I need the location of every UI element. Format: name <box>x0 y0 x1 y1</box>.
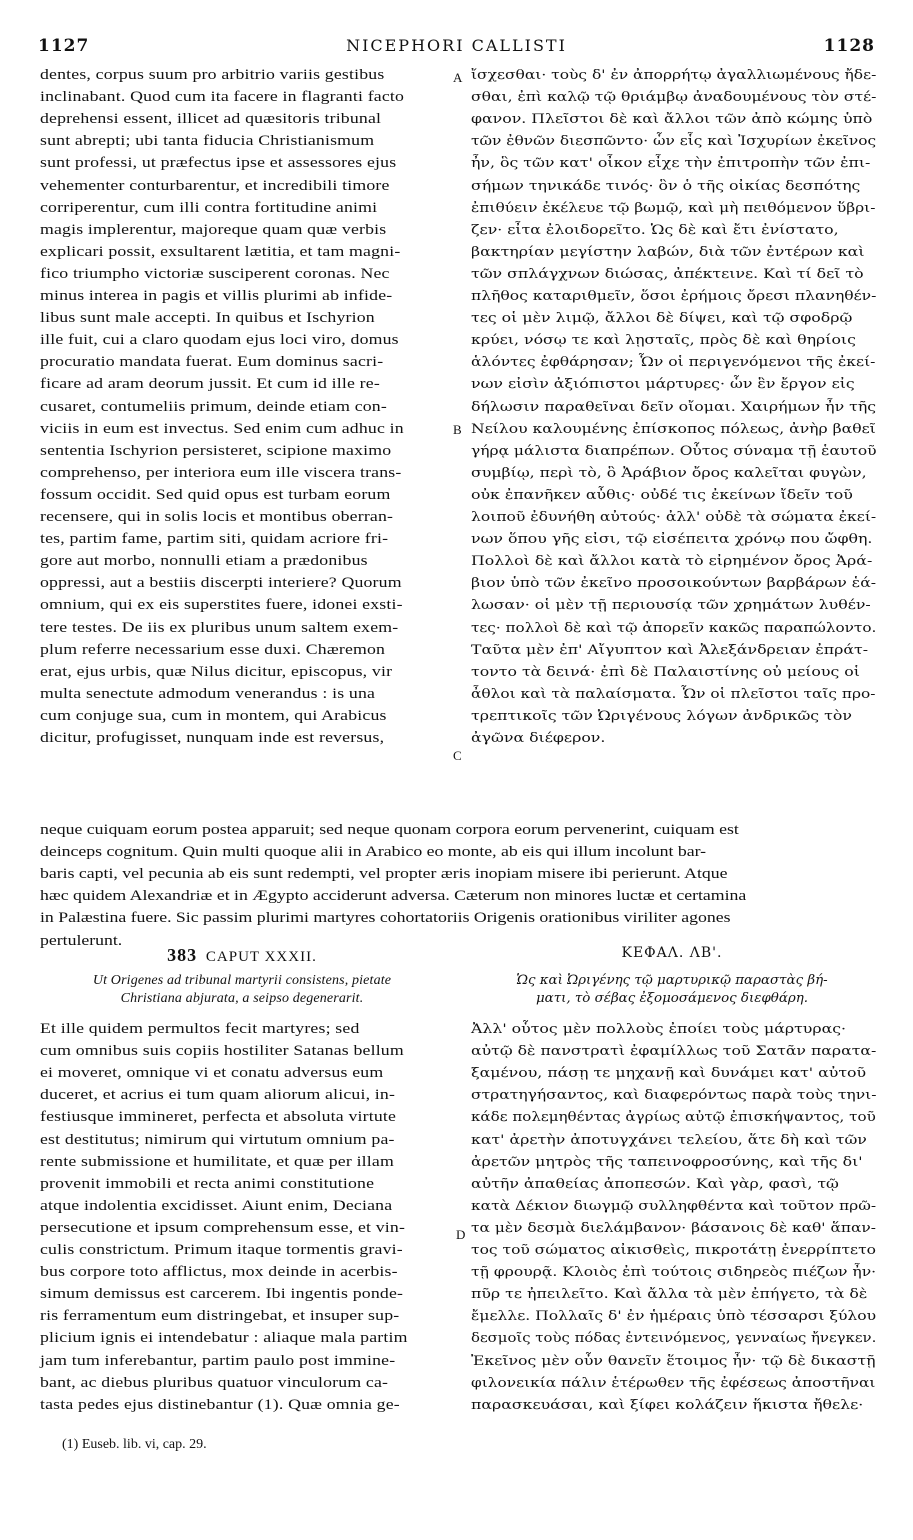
text-line: ei moveret, omnique vi et conatu adversus eum <box>40 1065 384 1082</box>
text-line: Ἐκεῖνος μὲν οὖν θανεῖν ἕτοιμος ἦν· τῷ δὲ δικαστῇ <box>471 1352 876 1368</box>
text-line: corriperentur, cum illi contra fortitudine animi <box>40 199 378 216</box>
text-line: recensere, qui in solis locis et montibus oberran- <box>40 509 394 525</box>
text-line: ἀρετῶν μητρὸς τῆς ταπεινοφροσύνης, καὶ τῆς δι' <box>471 1153 863 1169</box>
text-line: cum conjuge sua, cum in montem, qui Arabicus <box>40 707 387 724</box>
text-line: vehementer conturbarentur, et incredibili timore <box>40 177 390 194</box>
text-line: φιλονεικία πάλιν ἑτέρωθεν τῆς ἐφέσεως ἀποστῆναι <box>471 1374 876 1390</box>
text-line: γήρᾳ μάλιστα διαπρέπων. Οὗτος σύναμα τῇ ἑαυτοῦ <box>471 442 877 458</box>
margin-marker-d: D <box>456 1227 466 1242</box>
text-line: omnium, qui ex eis superstites fuere, idonei exsti- <box>40 597 403 614</box>
latin-chapter-title: CAPUT XXXII. <box>205 949 317 965</box>
latin-chapter-subtitle: Ut Origenes ad tribunal martyrii consistens, pietate <box>92 973 392 988</box>
greek-chapter-subtitle: ματι, τὸ σέβας ἐξομοσάμενος διεφθάρη. <box>535 991 809 1006</box>
text-line: erat, ejus urbis, quæ Nilus dicitur, episcopus, vir <box>40 663 393 680</box>
text-line: atque indolentia excidisset. Aiunt enim, Deciana <box>40 1197 393 1214</box>
text-line: πῦρ τε ἠπειλεῖτο. Καὶ ἄλλα τὰ μὲν ἐπήγετο, τὰ δὲ <box>471 1286 868 1302</box>
text-line: dicitur, profugisset, nunquam inde est reversus, <box>40 730 385 746</box>
text-line: τῶν σπλάγχνων διώσας, ἀπέκτεινε. Καὶ τί δεῖ τὸ <box>471 265 864 281</box>
text-line: provenit immobili et recta animi constitutione <box>40 1175 375 1192</box>
text-line: τῶν ἐθνῶν διεσπῶντο· ὧν εἷς καὶ Ἰσχυρίων ἐκεῖνος <box>471 133 877 149</box>
text-line: deprehensi essent, illicet ad quæsitoris tribunal <box>40 111 382 128</box>
text-line: ἁλόντες ἐφθάρησαν; Ὧν οἱ περιγενόμενοι τῆς ἐκεί- <box>471 354 876 370</box>
text-line: libus sunt male accepti. In quibus et Ischyrion <box>40 310 375 327</box>
text-line: κατὰ Δέκιον διωγμῷ συλληφθέντα καὶ τοῦτον πρῶ- <box>471 1197 877 1213</box>
text-line: pertulerunt. <box>40 932 123 949</box>
text-line: Ταῦτα μὲν ἐπ' Αἴγυπτον καὶ Ἀλεξάνδρειαν ἐπράτ- <box>471 641 869 657</box>
text-line: σθαι, ἐπὶ καλῷ τῷ θριάμβῳ ἀναδουμένους τὸν στέ- <box>471 89 877 105</box>
text-line: bant, ac diebus pluribus quatuor vinculorum ca- <box>40 1374 389 1391</box>
text-line: ris ferramentum eum distringebat, et insuper sup- <box>40 1308 400 1325</box>
text-line: duceret, et acrius ei tum quam aliorum alicui, in- <box>40 1087 396 1104</box>
text-line: dentes, corpus suum pro arbitrio variis gestibus <box>40 67 385 83</box>
text-line: οὐκ ἐπανῆκεν αὖθις· οὐδέ τις ἐκείνων ἴδεῖν τοῦ <box>471 486 853 502</box>
text-line: ἴσχεσθαι· τοὺς δ' ἐν ἀπορρήτῳ ἀγαλλιωμένους ἤδε- <box>471 67 877 82</box>
text-line: est destitutus; nimirum qui virtutum omnium pa- <box>40 1131 395 1148</box>
text-line: bus corpore toto afflictus, mox deinde in acerbis- <box>40 1264 398 1281</box>
text-line: baris capti, vel pecunia ab eis sunt redempti, vel propter æris inopiam misere ibi perierunt. Atque <box>40 866 728 883</box>
text-line: sententia Ischyrion persisteret, scipione maximo <box>40 442 392 459</box>
text-line: tes, partim fame, partim siti, quidam acriore fri- <box>40 531 389 548</box>
right-page-number: 1128 <box>823 36 875 56</box>
margin-marker-b: B <box>453 422 462 437</box>
text-line: sunt professi, ut præfectus ipse et assessores ejus <box>40 155 397 172</box>
text-line: gore aut morbo, nonnulli etiam a prædonibus <box>40 553 368 570</box>
text-line: ille fuit, cui a claro quodam ejus loci viro, domus <box>40 332 399 349</box>
column-number: 383 <box>167 945 198 965</box>
text-line: procuratio mandata fuerat. Eum dominus sacri- <box>40 354 384 371</box>
text-line: σήμων τηνικάδε τινός· ὃν ὁ τῆς οἰκίας δεσπότης <box>471 177 861 193</box>
text-line: Πολλοὶ δὲ καὶ ἄλλοι κατὰ τὸ εἰρημένον ὄρος Ἀρά- <box>471 553 873 569</box>
text-line: fico triumpho victoriæ susciperent coronas. Nec <box>40 265 390 282</box>
text-line: τες οἱ μὲν λιμῷ, ἄλλοι δὲ δίψει, καὶ τῷ σφοδρῷ <box>471 310 853 326</box>
text-line: Νείλου καλουμένης ἐπίσκοπος πόλεως, ἀνὴρ βαθεῖ <box>471 420 876 436</box>
text-line: τος τοῦ σώματος αἰκισθεὶς, πικροτάτῃ ἐνερρίπτετο <box>471 1242 876 1257</box>
text-line: δεσμοῖς τοὺς πόδας ἐντεινόμενος, γενναίως ἤνεγκεν. <box>471 1330 877 1346</box>
text-line: παρασκευάσαι, καὶ ξίφει κολάζειν ἥκιστα ἤθελε· <box>471 1396 864 1412</box>
text-line: simum demissus est carcerem. Ibi ingentis ponde- <box>40 1286 404 1303</box>
text-line: viciis in eum est invectus. Sed enim cum adhuc in <box>40 420 404 437</box>
text-line: στρατηγήσαντος, καὶ διαφερόντως παρὰ τοὺς τηνι- <box>471 1087 877 1103</box>
text-line: κάδε πολεμηθέντας ἀγρίως αὐτῷ ἐπισκήψαντος, τοῦ <box>471 1109 876 1125</box>
text-line: ἆθλοι καὶ τὰ παλαίσματα. Ὧν οἱ πλεῖστοι ταῖς προ- <box>471 685 876 701</box>
text-line: βιον ὑπὸ τῶν ἐκεῖνο προσοικούντων βαρβάρων ἑά- <box>471 575 877 591</box>
text-line: oppressi, aut a bestiis discerpti interiere? Quorum <box>40 575 402 592</box>
footnote: (1) Euseb. lib. vi, cap. 29. <box>62 1437 207 1452</box>
text-line: deinceps cognitum. Quin multi quoque alii in Arabico eo monte, ab eis qui illum incolunt bar- <box>40 844 707 861</box>
text-line: multa senectute admodum venerandus : is una <box>40 685 376 702</box>
text-line: plum referre necessarium esse duxi. Chæremon <box>40 641 386 658</box>
text-line: αὐτῷ δὲ πανστρατὶ ἐφαμίλλως τοῦ Σατᾶν παρατα- <box>471 1043 877 1059</box>
running-title: NICEPHORI CALLISTI <box>346 36 567 55</box>
text-line: βακτηρίαν μεγίστην λαβών, διὰ τῶν ἐντέρων καὶ <box>471 243 865 259</box>
text-line: cum omnibus suis copiis hostiliter Satanas bellum <box>40 1043 404 1060</box>
text-line: magis implerentur, majoreque quam quæ verbis <box>40 221 387 238</box>
text-line: Ἀλλ' οὗτος μὲν πολλοὺς ἐποίει τοὺς μάρτυρας· <box>471 1021 847 1036</box>
text-line: νων εἰσὶν ἀξιόπιστοι μάρτυρες· ὧν ἓν ἔργον εἰς <box>471 376 855 392</box>
text-line: ζεν· εἶτα ἐλοιδορεῖτο. Ὡς δὲ καὶ ἔτι ἐνίστατο, <box>471 221 839 237</box>
text-line: κατ' ἀρετὴν ἀποτυγχάνει τελείου, ἅτε δὴ καὶ τῶν <box>471 1131 867 1147</box>
text-line: τρεπτικοῖς τῶν Ὠριγένους λόγων ἀνδρικῶς τὸν <box>471 707 852 723</box>
text-line: persecutione et ipsum comprehensum esse, et vin- <box>40 1219 406 1236</box>
text-line: ficare ad aram deorum jussit. Et cum id ille re- <box>40 376 380 393</box>
text-line: ἔμελλε. Πολλαῖς δ' ἐν ἡμέραις ὑπὸ τέσσαρσι ξύλου <box>471 1308 877 1324</box>
text-line: in Palæstina fuere. Sic passim plurimi martyres cohortatoriis Origenis orationibus viriliter agones <box>40 910 731 927</box>
text-line: τῇ φρουρᾷ. Κλοιὸς ἐπὶ τούτοις σιδηρεὸς πιέζων ἦν· <box>471 1264 877 1280</box>
text-line: sunt abrepti; ubi tanta fiducia Christianismum <box>40 133 375 150</box>
latin-chapter-heading <box>40 945 444 966</box>
text-line: rente submissione et humilitate, et quæ per illam <box>40 1153 394 1170</box>
text-line: tere testes. De iis ex pluribus unum saltem exem- <box>40 619 399 636</box>
text-line: neque cuiquam eorum postea apparuit; sed neque quonam corpora eorum pervenerint, cuiquam est <box>40 822 739 838</box>
text-line: festiusque immineret, perfecta et absoluta virtute <box>40 1109 397 1126</box>
text-line: τες· πολλοὶ δὲ καὶ τῷ ἀπορεῖν κακῶς παραπώλοντο. <box>471 619 877 635</box>
text-line: inclinabant. Quod cum ita facere in flagranti facto <box>40 89 405 106</box>
margin-marker-a: A <box>453 70 463 85</box>
text-line: explicari possit, exsultarent lætitia, et tam magni- <box>40 243 401 260</box>
text-line: ἐπιθύειν ἐκέλευε τῷ βωμῷ, καὶ μὴ πειθόμενον ὕβρι- <box>471 199 876 215</box>
text-line: νων ὅπου γῆς εἰσι, τῷ εἰσέπειτα χρόνῳ που ὤφθη. <box>471 531 873 547</box>
text-line: λοιποῦ ἐδυνήθη αὐτούς· ἀλλ' οὐδὲ τὰ σώματα ἐκεί- <box>471 509 877 524</box>
margin-marker-c: C <box>453 748 462 763</box>
text-line: πλῆθος καταριθμεῖν, ὅσοι ἐρήμοις ὄρεσι πλανηθέν- <box>471 288 877 303</box>
text-line: φανον. Πλεῖστοι δὲ καὶ ἄλλοι τῶν ἀπὸ κώμης ὑπὸ <box>471 111 873 127</box>
text-line: τα μὲν δεσμὰ διελάμβανον· βάσανοις δὲ καθ' ἅπαν- <box>471 1219 876 1235</box>
text-line: αὐτῆν ἀπαθείας ἀποπεσών. Καὶ γὰρ, φασὶ, τῷ <box>471 1175 839 1191</box>
text-line: culis constrictum. Primum itaque tormentis gravi- <box>40 1242 403 1258</box>
text-line: cusaret, contumeliis primum, deinde etiam con- <box>40 398 387 415</box>
text-line: λωσαν· οἱ μὲν τῇ περιουσίᾳ τῶν χρημάτων λυθέν- <box>471 597 871 613</box>
greek-chapter-heading: ΚΕΦΑΛ. ΛΒ'. <box>621 945 723 961</box>
greek-chapter-subtitle: Ὡς καὶ Ὠριγένης τῷ μαρτυρικῷ παραστὰς βή- <box>516 973 828 988</box>
text-line: tasta pedes ejus distinebantur (1). Quæ omnia ge- <box>40 1396 400 1413</box>
text-line: Et ille quidem permultos fecit martyres; sed <box>40 1021 360 1037</box>
text-line: fossum occidit. Sed quid opus est turbam eorum <box>40 486 391 503</box>
text-line: τοντο τὰ δεινά· ἐπὶ δὲ Παλαιστίνης οὐ μείους οἱ <box>471 663 860 679</box>
text-line: συμβίῳ, περὶ τὸ, ὃ Ἀράβιον ὄρος καλεῖται φυγὼν, <box>471 464 867 480</box>
text-line: ἀγῶνα διέφερον. <box>471 730 606 745</box>
text-line: δήλωσιν παραθεῖναι δεῖν οἴομαι. Χαιρήμων ἦν τῆς <box>471 398 877 414</box>
left-page-number: 1127 <box>38 36 90 56</box>
text-line: hæc quidem Alexandriæ et in Ægypto acciderunt adversa. Cæterum non minores luctæ et certamina <box>40 888 747 905</box>
text-line: minus interea in pagis et villis plurimi ab infide- <box>40 288 393 304</box>
text-line: plicium ignis ei intendebatur : aliaque mala partim <box>40 1330 408 1347</box>
text-line: ξαμένου, πάσῃ τε μηχανῇ καὶ δυνάμει κατ' αὐτοῦ <box>471 1065 867 1081</box>
latin-chapter-subtitle: Christiana abjurata, a seipso degenerarit. <box>120 991 364 1006</box>
text-line: comprehenso, per interiora eum ille viscera trans- <box>40 464 402 481</box>
text-line: κρύει, νόσῳ τε καὶ λῃσταῖς, πρὸς δὲ καὶ θηρίοις <box>471 332 856 348</box>
text-line: ἦν, ὃς τῶν κατ' οἶκον εἶχε τὴν ἐπιτροπὴν τῶν ἐπι- <box>471 155 871 171</box>
text-line: jam tum inferebantur, partim paulo post immine- <box>40 1352 396 1369</box>
